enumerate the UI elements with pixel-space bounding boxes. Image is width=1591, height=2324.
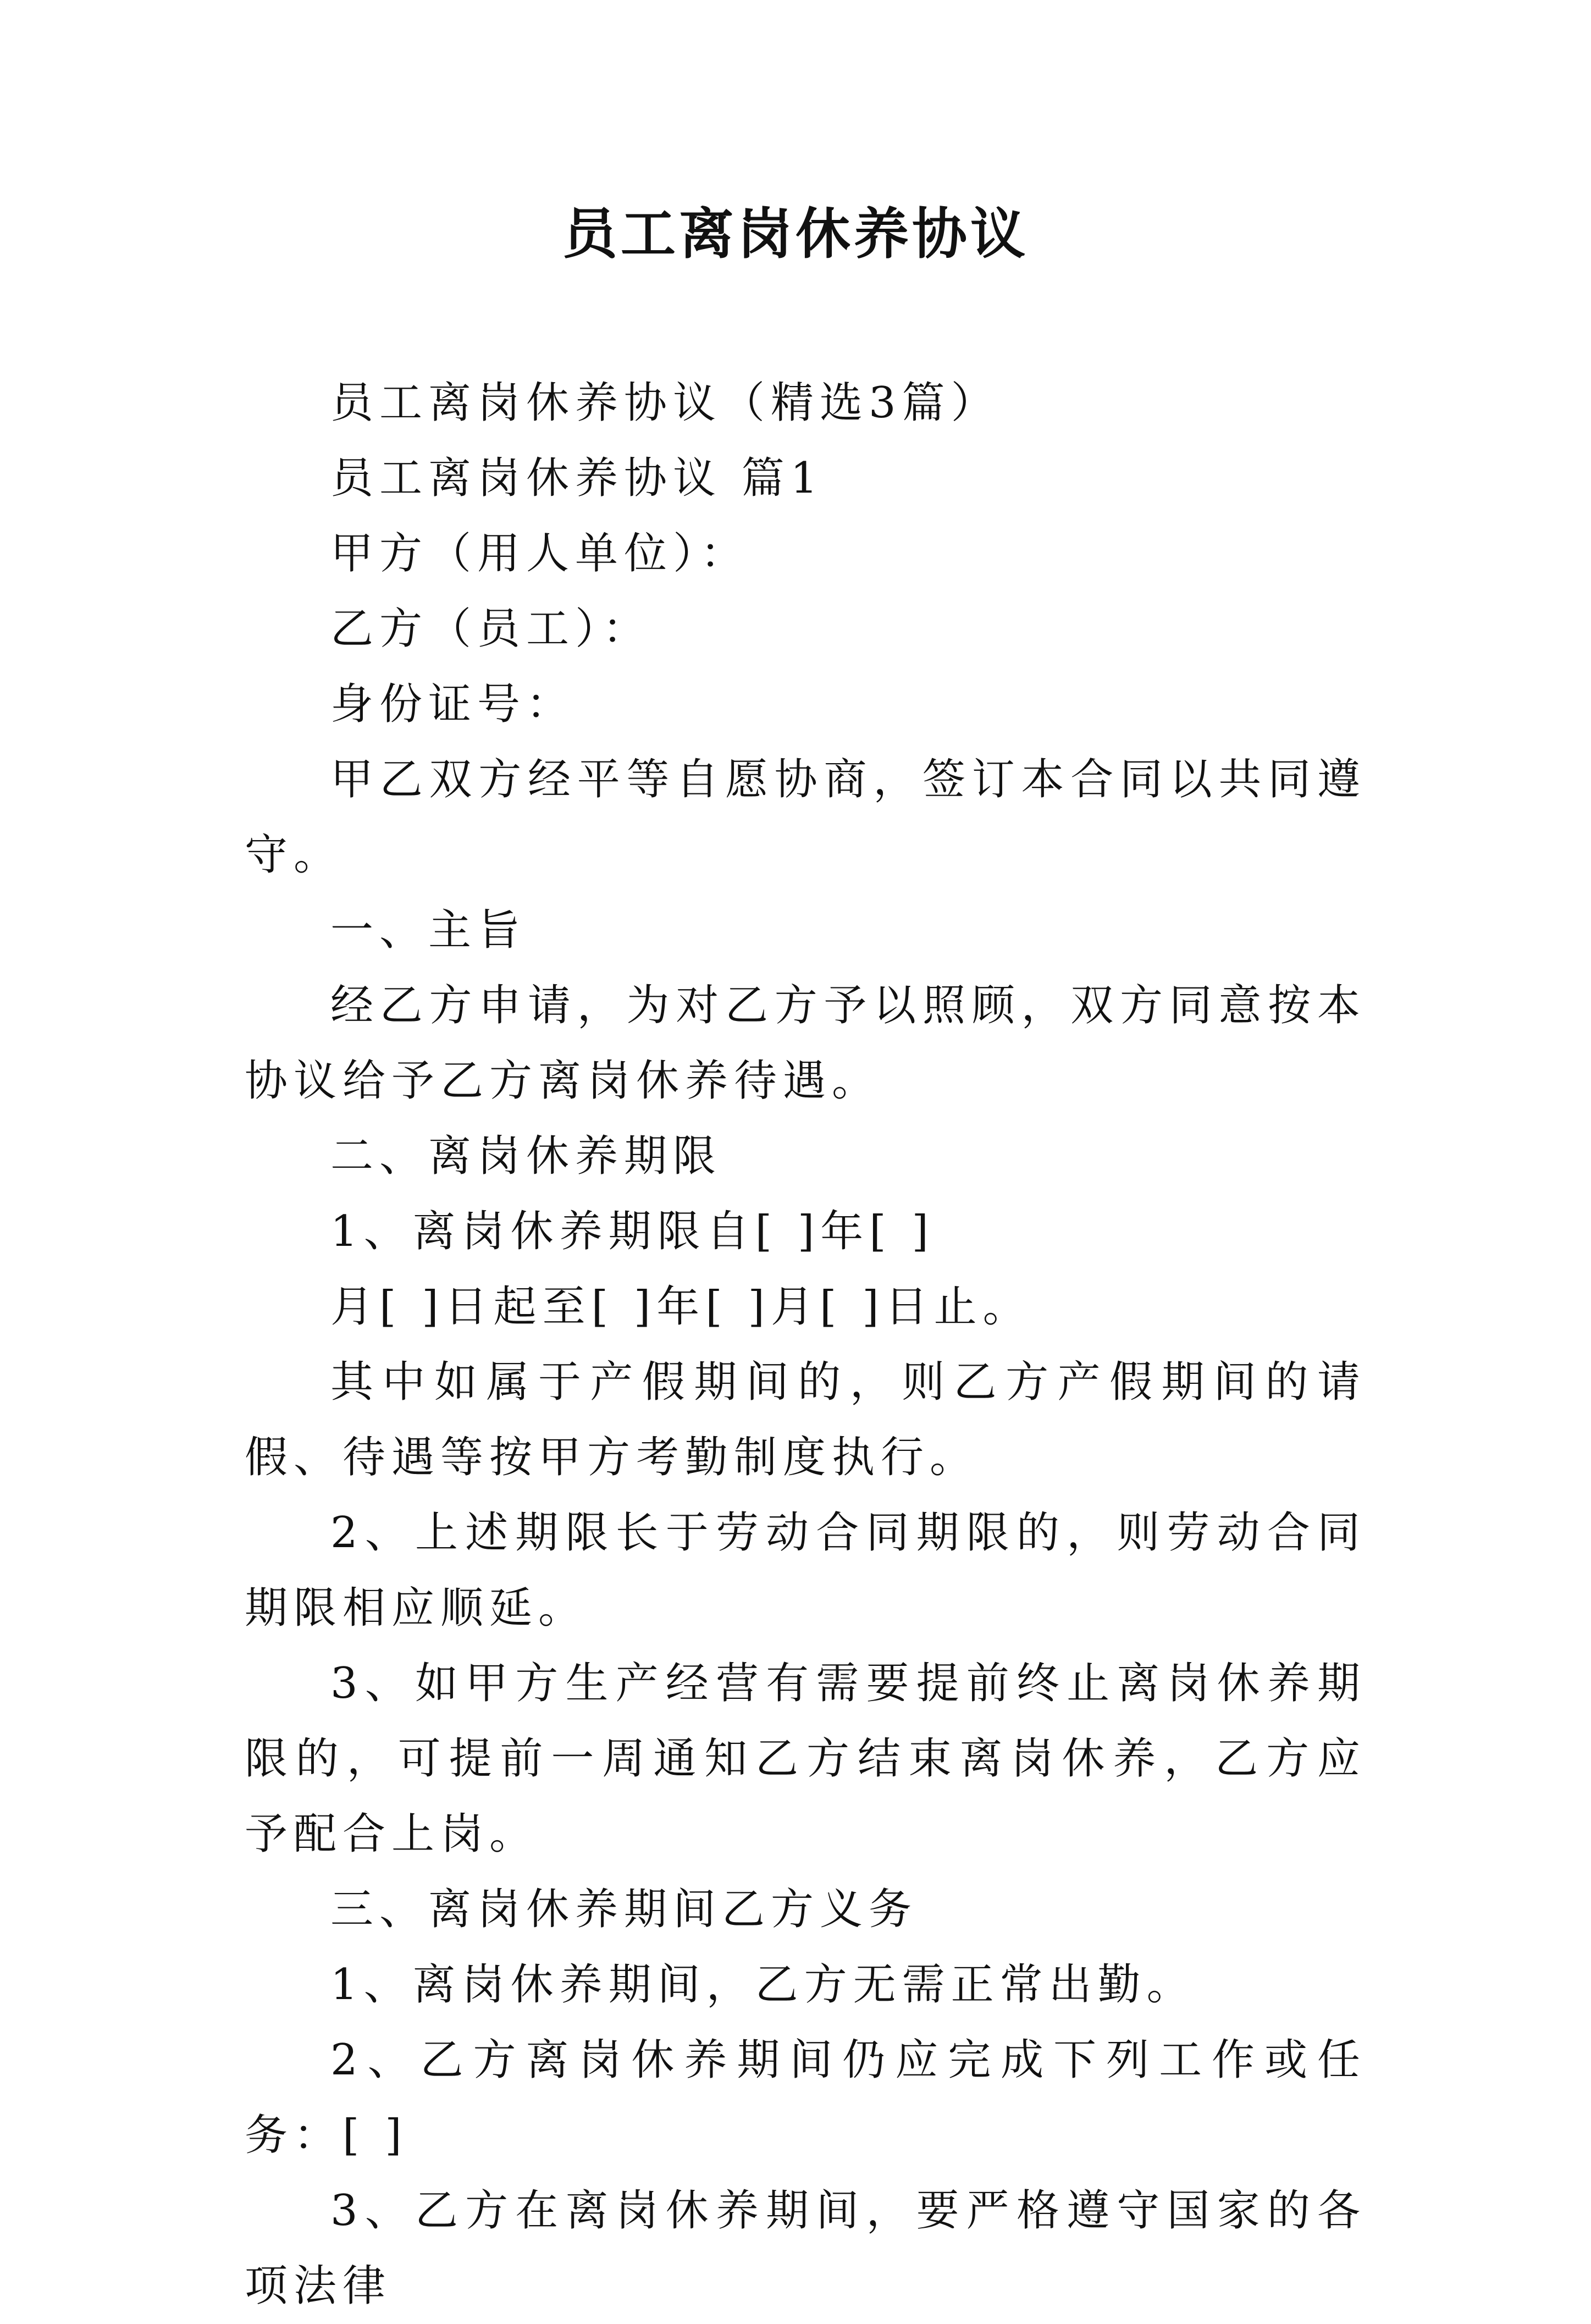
paragraph: 经乙方申请，为对乙方予以照顾，双方同意按本协议给予乙方离岗休养待遇。 xyxy=(245,981,1366,1106)
document-title: 员工离岗休养协议 xyxy=(562,201,1029,266)
paragraph: 1、离岗休养期限自[ ]年[ ] xyxy=(330,1207,935,1256)
paragraph: 甲方（用人单位）： xyxy=(330,529,750,578)
paragraph: 2、乙方离岗休养期间仍应完成下列工作或任务：[ ] xyxy=(245,2035,1366,2160)
paragraph: 甲乙双方经平等自愿协商，签订本合同以共同遵守。 xyxy=(245,755,1366,880)
paragraph: 月[ ]日起至[ ]年[ ]月[ ]日止。 xyxy=(330,1282,1032,1332)
paragraph: 一、主旨 xyxy=(330,906,527,955)
paragraph: 身份证号： xyxy=(330,680,576,729)
paragraph: 2、上述期限长于劳动合同期限的，则劳动合同期限相应顺延。 xyxy=(245,1508,1366,1633)
paragraph: 3、如甲方生产经营有需要提前终止离岗休养期限的，可提前一周通知乙方结束离岗休养，乙方应予配合上岗。 xyxy=(245,1659,1366,1859)
document-body xyxy=(245,366,1366,2324)
paragraph: 1、离岗休养期间，乙方无需正常出勤。 xyxy=(330,1960,1196,2010)
paragraph: 二、离岗休养期限 xyxy=(330,1131,722,1181)
paragraph: 三、离岗休养期间乙方义务 xyxy=(330,1885,918,1934)
paragraph: 3、乙方在离岗休养期间，要严格遵守国家的各项法律 xyxy=(245,2186,1366,2311)
paragraph: 员工离岗休养协议 篇1 xyxy=(330,454,824,503)
paragraph: 员工离岗休养协议（精选3篇） xyxy=(330,378,1000,428)
paragraph: 乙方（员工）： xyxy=(330,604,652,654)
paragraph: 其中如属于产假期间的，则乙方产假期间的请假、待遇等按甲方考勤制度执行。 xyxy=(245,1357,1366,1482)
